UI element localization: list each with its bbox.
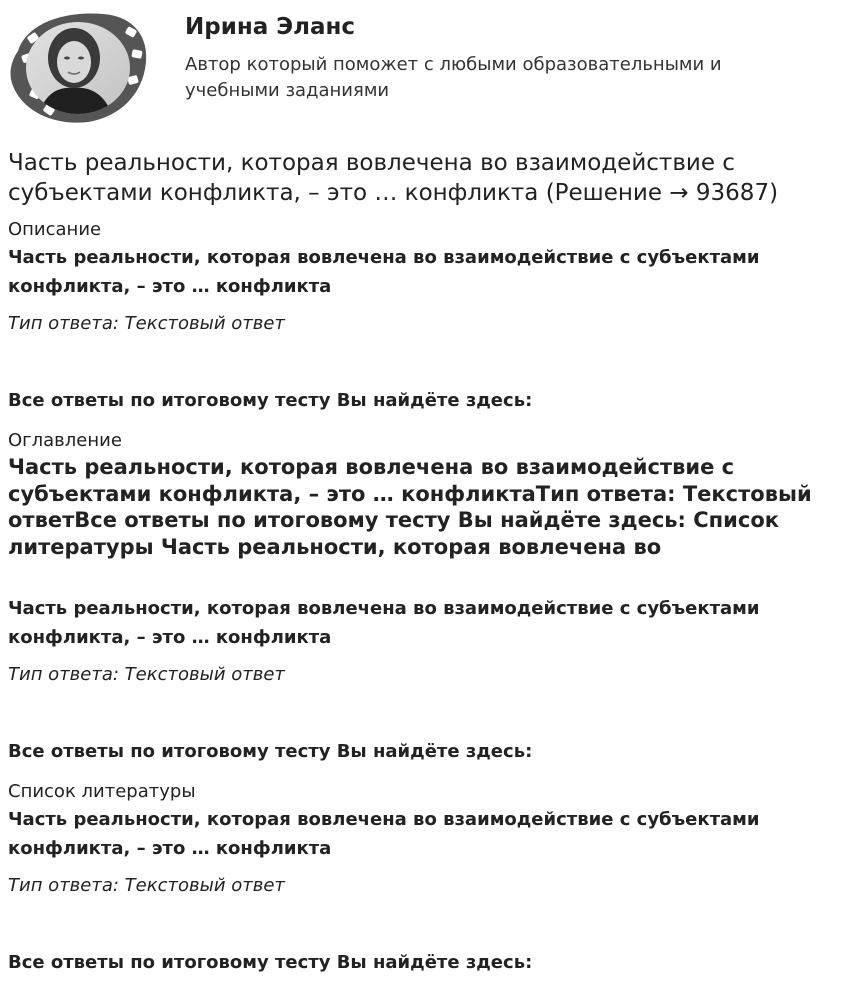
- author-avatar: [8, 6, 150, 128]
- author-description: Автор который поможет с любыми образовательными и учебными заданиями: [185, 54, 722, 101]
- question-text: Часть реальности, которая вовлечена во взаимодействие с субъектами конфликта, – это … конфликта: [8, 809, 760, 859]
- author-header: [8, 6, 838, 128]
- section-label-bibliography: Список литературы: [8, 781, 196, 802]
- question-text: Часть реальности, которая вовлечена во взаимодействие с субъектами конфликта, – это … конфликта: [8, 247, 760, 297]
- all-answers-link-text: Все ответы по итоговому тесту Вы найдёте здесь:: [8, 390, 533, 411]
- page-title: Часть реальности, которая вовлечена во взаимодействие с субъектами конфликта, – это … конфликта (Решение → 93687): [8, 150, 779, 206]
- author-name[interactable]: Ирина Эланс: [185, 14, 356, 40]
- toc-summary: Часть реальности, которая вовлечена во взаимодействие с субъектами конфликта, – это … конфликтаТип ответа: Текстовый ответВсе ответы по итоговому тесту Вы найдёте здесь: Список литературы Часть реальности, которая вовлечена во: [8, 455, 812, 559]
- answer-type: Тип ответа: Текстовый ответ: [8, 313, 285, 334]
- answer-type: Тип ответа: Текстовый ответ: [8, 875, 285, 896]
- section-label-toc: Оглавление: [8, 430, 122, 451]
- question-text: Часть реальности, которая вовлечена во взаимодействие с субъектами конфликта, – это … конфликта: [8, 598, 760, 648]
- all-answers-link-text: Все ответы по итоговому тесту Вы найдёте здесь:: [8, 741, 533, 762]
- all-answers-link-text: Все ответы по итоговому тесту Вы найдёте здесь:: [8, 952, 533, 973]
- answer-type: Тип ответа: Текстовый ответ: [8, 664, 285, 685]
- section-label-description: Описание: [8, 219, 102, 240]
